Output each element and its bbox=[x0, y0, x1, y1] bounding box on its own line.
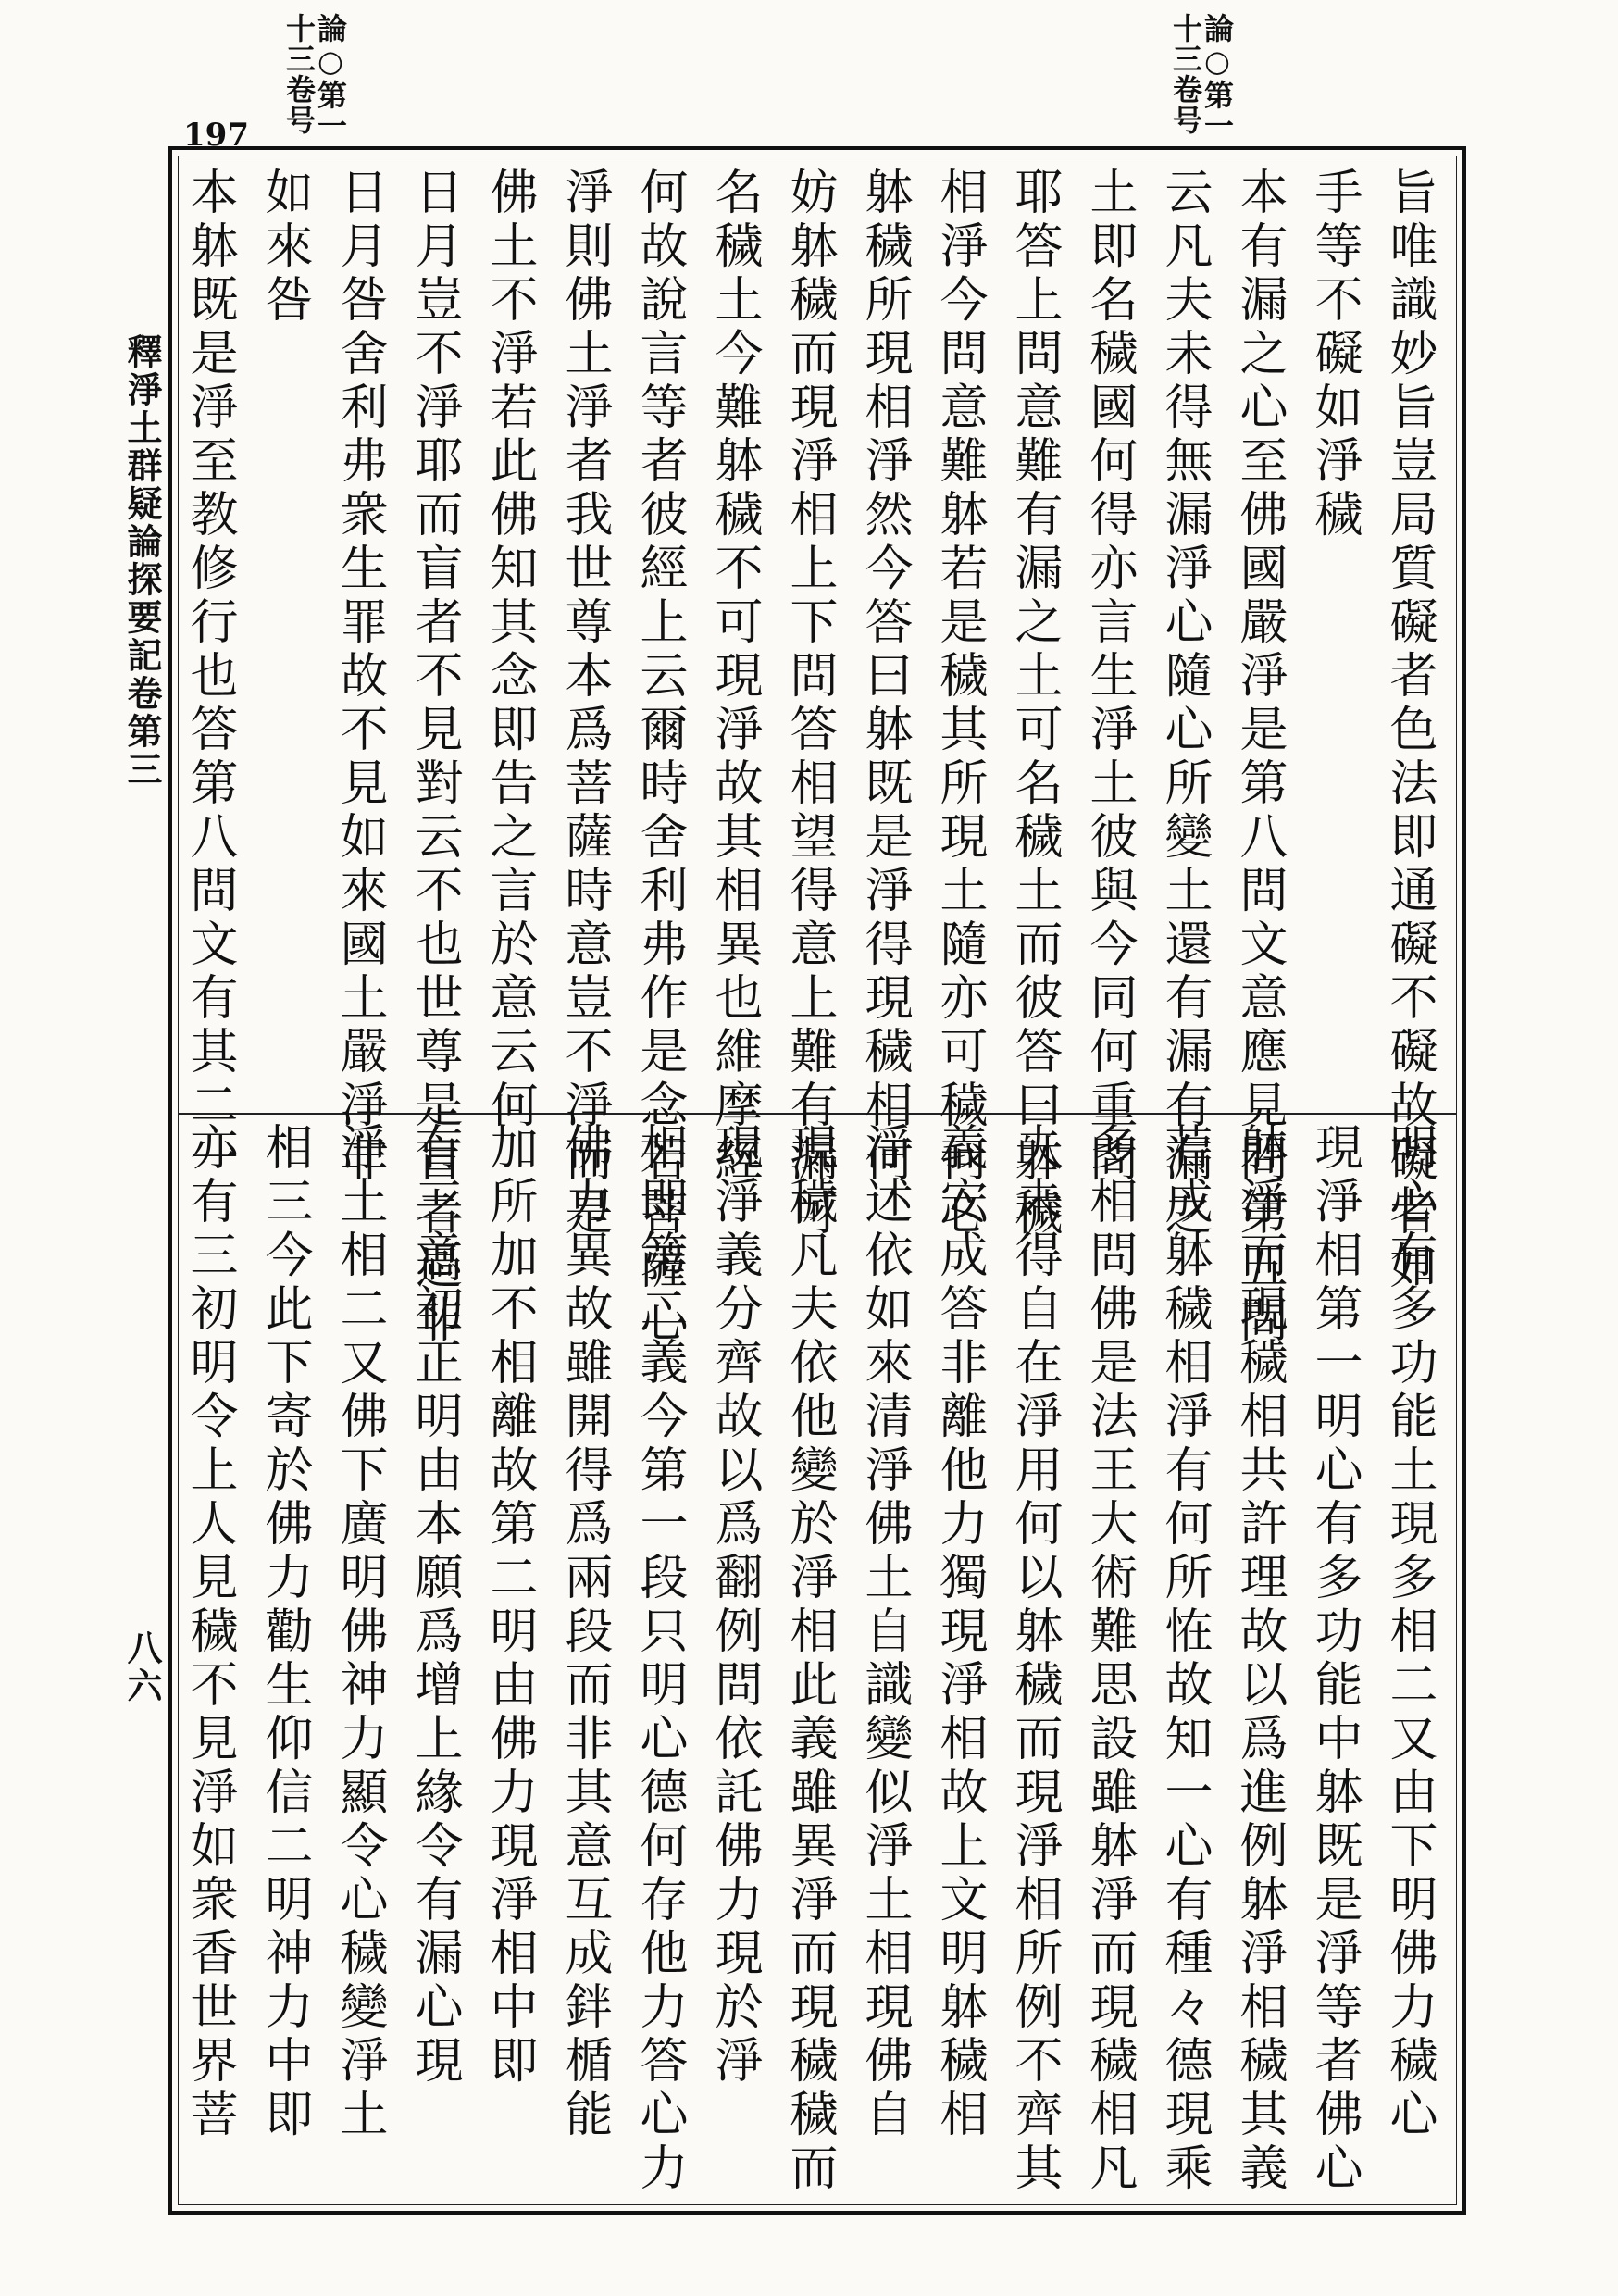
text-column: 相三今此下寄於佛力勸生仰信二明神力中即 bbox=[256, 1122, 312, 2142]
ref-right-col-2: 第一 bbox=[1200, 80, 1235, 141]
ref-left-col-1: 論○ bbox=[313, 13, 348, 80]
book-title: 釋淨土群疑論探要記卷第三 bbox=[121, 333, 163, 789]
text-column: 何故說言等者彼經上云爾時舍利弗作是念若菩薩心 bbox=[631, 167, 687, 1348]
text-column: 現穢凡夫依他變於淨相此義雖異淨而現穢穢而 bbox=[781, 1122, 837, 2196]
text-column: 佛土不淨若此佛知其念即告之言於意云何 bbox=[481, 167, 537, 1133]
text-column: 義安成答非離他力獨現淨相故上文明躰穢相 bbox=[931, 1122, 987, 2142]
text-column: 亦有三初明令上人見穢不見淨如衆香世界菩 bbox=[181, 1122, 237, 2142]
text-column: 名穢土今難躰穢不可現淨故其相異也維摩經 bbox=[706, 167, 762, 1187]
ref-right-col-1: 論○ bbox=[1200, 13, 1235, 80]
top-text-panel bbox=[181, 167, 1446, 1348]
text-column: 耶答上問意難有漏之土可名穢土而彼答曰躰穢 bbox=[1006, 167, 1062, 1241]
text-column: 云凡夫未得無漏淨心隨心所變土還有漏有漏之 bbox=[1156, 167, 1212, 1241]
text-column: 如來咎 bbox=[256, 167, 312, 328]
text-column: 佛力異故雖開得爲兩段而非其意互成鉡楯能 bbox=[556, 1122, 612, 2142]
text-column: 本躰既是淨至教修行也答第八問文有其二一 bbox=[181, 167, 237, 1187]
ref-left-col-2: 第一 bbox=[313, 80, 348, 141]
text-column: 日月咎舍利弗衆生罪故不見如來國土嚴淨非 bbox=[331, 167, 387, 1187]
text-column: 加所加不相離故第二明由佛力現淨相中即 bbox=[481, 1122, 537, 2089]
text-column: 若成躰穢相淨有何所恠故知一心有種々德現乘 bbox=[1156, 1122, 1212, 2196]
text-column: 淨土相二又佛下廣明佛神力顯令心穢變淨土 bbox=[331, 1122, 387, 2142]
section-ref-right bbox=[1170, 13, 1233, 152]
text-column: 本有漏之心至佛國嚴淨是第八問文意應見問第五問 bbox=[1231, 167, 1287, 1348]
text-column: 相即第二義今第一段只明心德何存他力答心力 bbox=[631, 1122, 687, 2196]
text-column: 明心有多功能土現多相二又由下明佛力穢心 bbox=[1381, 1122, 1437, 2142]
page-number-kanji: 八六 bbox=[121, 1629, 163, 1705]
text-column: 旨唯識妙旨豈局質礙者色法即通礙不礙故礙者如 bbox=[1381, 167, 1437, 1294]
section-ref-left bbox=[283, 13, 346, 152]
ref-right-col-3: 十三 bbox=[1168, 13, 1203, 74]
text-column: 淨則佛土淨者我世尊本爲菩薩時意豈不淨而是 bbox=[556, 167, 612, 1241]
text-column: 現淨義分齊故以爲翻例問依託佛力現於淨 bbox=[706, 1122, 762, 2089]
bottom-text-panel bbox=[181, 1122, 1446, 2196]
text-column: 有三意初正明由本願爲增上緣令有漏心現 bbox=[406, 1122, 462, 2089]
page-number: 197 bbox=[183, 117, 249, 154]
ref-left-col-3: 十三 bbox=[281, 13, 317, 74]
text-column: 多相問佛是法王大術難思設雖躰淨而現穢相凡 bbox=[1081, 1122, 1137, 2196]
ref-left-col-4: 卷号 bbox=[281, 74, 317, 135]
text-column: 手等不礙如淨穢 bbox=[1306, 167, 1362, 543]
text-column: 現淨相第一明心有多功能中躰既是淨等者佛心 bbox=[1306, 1122, 1362, 2196]
text-column: 躰淨而現穢相共許理故以爲進例躰淨相穢其義 bbox=[1231, 1122, 1287, 2196]
text-column: 土即名穢國何得亦言生淨土彼與今同何重問 bbox=[1081, 167, 1137, 1187]
text-column: 相淨今問意難躰若是穢其所現土隨亦可穢何心 bbox=[931, 167, 987, 1241]
ref-right-col-4: 卷号 bbox=[1168, 74, 1203, 135]
text-column: 妨躰穢而現淨相上下問答相望得意上難有漏可 bbox=[781, 167, 837, 1241]
text-column: 躰穢所現相淨然今答曰躰既是淨得現穢相何 bbox=[856, 167, 912, 1187]
text-column: 淨述依如來清淨佛土自識變似淨土相現佛自 bbox=[856, 1122, 912, 2142]
text-column: 日月豈不淨耶而盲者不見對云不也世尊是盲者過非 bbox=[406, 167, 462, 1348]
text-column: 夫未得自在淨用何以躰穢而現淨相所例不齊其 bbox=[1006, 1122, 1062, 2196]
